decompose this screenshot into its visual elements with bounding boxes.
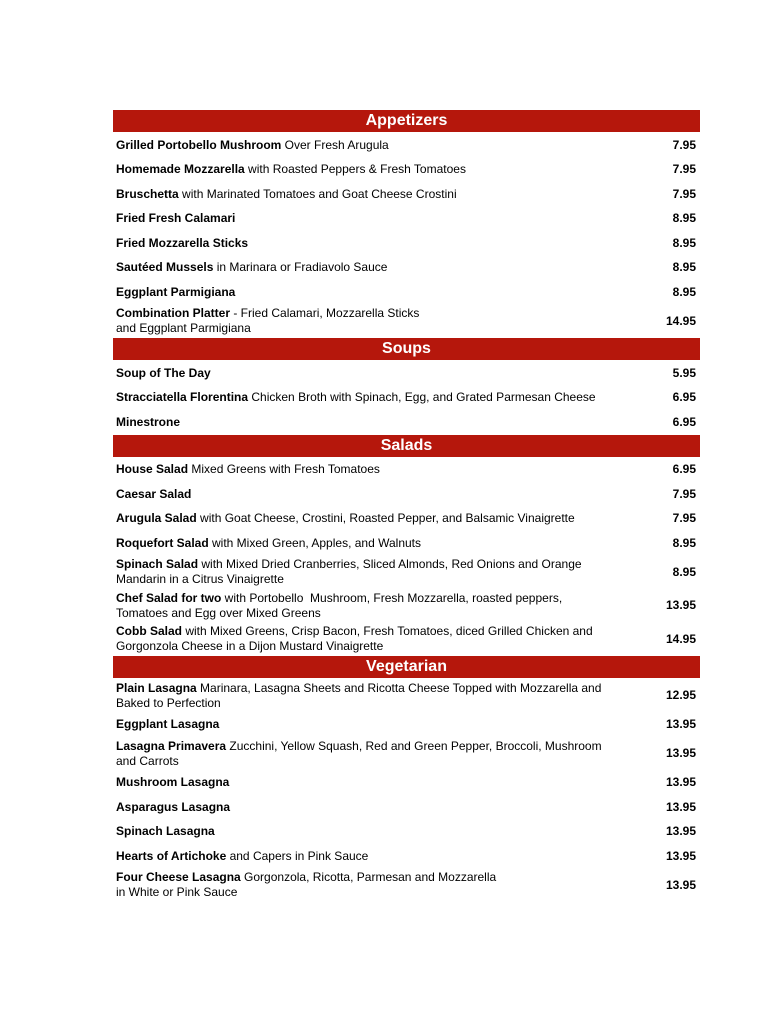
menu-item-name: Eggplant Lasagna [116, 717, 220, 732]
menu-item [113, 820, 700, 845]
menu-item-name: Mushroom Lasagna [116, 775, 230, 790]
menu-item-price: 13.95 [665, 746, 696, 761]
menu-item-name: Eggplant Parmigiana [116, 284, 236, 299]
menu-item-description [113, 260, 636, 275]
menu-item-price: 8.95 [672, 235, 696, 250]
section-header-appetizers: Appetizers [113, 110, 700, 132]
menu-item-name: Bruschetta [116, 186, 179, 201]
menu-item-detail: with Portobello Mushroom, Fresh Mozzarella, roasted peppers, [221, 590, 563, 605]
menu-item [113, 482, 700, 507]
menu-item [113, 458, 700, 483]
menu-item-description [113, 211, 636, 226]
menu-item [113, 133, 700, 158]
menu-item-detail: - Fried Calamari, Mozzarella Sticks [230, 306, 420, 321]
menu-item [113, 361, 700, 386]
menu-item-price: 8.95 [672, 535, 696, 550]
menu-item-name: Chef Salad for two [116, 590, 222, 605]
menu-item-name: Asparagus Lasagna [116, 799, 231, 814]
menu-item-name: Roquefort Salad [116, 535, 209, 550]
menu-item-name: Arugula Salad [116, 511, 197, 526]
menu-item [113, 679, 700, 713]
menu-item-price: 13.95 [665, 799, 696, 814]
menu-item-name: Caesar Salad [116, 486, 192, 501]
menu-item [113, 386, 700, 411]
menu-item-description [113, 739, 636, 769]
menu-item-name: Fried Fresh Calamari [116, 211, 236, 226]
menu-item-name: Hearts of Artichoke [116, 848, 227, 863]
menu-item [113, 556, 700, 590]
menu-item-price: 13.95 [665, 775, 696, 790]
menu-item-detail: Mixed Greens with Fresh Tomatoes [188, 462, 380, 477]
menu-item-detail-line2: Tomatoes and Egg over Mixed Greens [116, 605, 321, 620]
menu-item-price: 12.95 [665, 688, 696, 703]
menu-item-description [113, 775, 636, 790]
menu-item-detail: with Goat Cheese, Crostini, Roasted Pepper, and Balsamic Vinaigrette [196, 511, 575, 526]
menu-item-detail: with Marinated Tomatoes and Goat Cheese Crostini [178, 186, 457, 201]
menu-item-price: 6.95 [672, 414, 696, 429]
menu-item-price: 14.95 [665, 313, 696, 328]
menu-item-price: 5.95 [672, 365, 696, 380]
menu-item-description [113, 591, 636, 621]
section-header-vegetarian: Vegetarian [113, 656, 700, 678]
menu-item [113, 844, 700, 869]
menu-item-description [113, 462, 636, 477]
menu-item-description [113, 800, 636, 815]
menu-item-detail-line2: Mandarin in a Citrus Vinaigrette [116, 572, 284, 587]
menu-item-price: 7.95 [672, 137, 696, 152]
menu-item-name: Fried Mozzarella Sticks [116, 235, 249, 250]
menu-item-detail: with Mixed Dried Cranberries, Sliced Almonds, Red Onions and Orange [198, 557, 582, 572]
menu-item-detail-line2: and Eggplant Parmigiana [116, 321, 251, 336]
menu-item-name: Grilled Portobello Mushroom [116, 137, 282, 152]
menu-item [113, 507, 700, 532]
menu-item-name: House Salad [116, 462, 189, 477]
menu-item-description [113, 366, 636, 381]
menu-item-price: 13.95 [665, 717, 696, 732]
menu-item-price: 6.95 [672, 390, 696, 405]
menu-item [113, 158, 700, 183]
menu-item-price: 8.95 [672, 260, 696, 275]
menu-item-price: 13.95 [665, 848, 696, 863]
menu-item [113, 737, 700, 771]
menu-item [113, 256, 700, 281]
section-header-soups: Soups [113, 338, 700, 360]
menu-item-description [113, 415, 636, 430]
menu-item-description [113, 390, 636, 405]
menu-item-name: Sautéed Mussels [116, 260, 214, 275]
menu-item-detail: and Capers in Pink Sauce [226, 848, 369, 863]
menu-item [113, 280, 700, 305]
menu-item-name: Homemade Mozzarella [116, 162, 245, 177]
menu-item-description [113, 236, 636, 251]
menu-document [113, 110, 700, 902]
menu-item-detail: Chicken Broth with Spinach, Egg, and Grated Parmesan Cheese [248, 390, 596, 405]
menu-item-name: Lasagna Primavera [116, 738, 227, 753]
menu-item-description [113, 511, 636, 526]
menu-item [113, 182, 700, 207]
menu-item-description [113, 624, 636, 654]
menu-item-name: Plain Lasagna [116, 680, 197, 695]
menu-item-name: Cobb Salad [116, 624, 183, 639]
menu-item-detail-line2: Gorgonzola Cheese in a Dijon Mustard Vinaigrette [116, 639, 384, 654]
menu-item-detail: with Mixed Greens, Crisp Bacon, Fresh Tomatoes, diced Grilled Chicken and [182, 624, 593, 639]
menu-item-description [113, 306, 636, 336]
menu-item-detail-line2: Baked to Perfection [116, 695, 221, 710]
menu-item-name: Spinach Lasagna [116, 824, 215, 839]
menu-item-detail: Gorgonzola, Ricotta, Parmesan and Mozzarella [240, 870, 497, 885]
menu-item-detail: in Marinara or Fradiavolo Sauce [213, 260, 388, 275]
menu-item-name: Four Cheese Lasagna [116, 870, 241, 885]
menu-item-price: 7.95 [672, 186, 696, 201]
section-header-salads: Salads [113, 435, 700, 457]
menu-item-price: 13.95 [665, 824, 696, 839]
menu-item-detail: with Mixed Green, Apples, and Walnuts [208, 535, 421, 550]
menu-item-detail-line2: and Carrots [116, 753, 179, 768]
menu-item-description [113, 870, 636, 900]
menu-item-detail: with Roasted Peppers & Fresh Tomatoes [244, 162, 466, 177]
menu-item-price: 13.95 [665, 877, 696, 892]
menu-item [113, 869, 700, 903]
menu-item [113, 231, 700, 256]
menu-item-name: Soup of The Day [116, 365, 211, 380]
menu-item-name: Minestrone [116, 414, 181, 429]
menu-item-description [113, 162, 636, 177]
menu-item [113, 623, 700, 657]
menu-item-detail: Zucchini, Yellow Squash, Red and Green Pepper, Broccoli, Mushroom [226, 738, 602, 753]
menu-item-detail: Marinara, Lasagna Sheets and Ricotta Cheese Topped with Mozzarella and [196, 680, 602, 695]
menu-item-name: Spinach Salad [116, 557, 199, 572]
menu-item-name: Combination Platter [116, 306, 231, 321]
menu-item-price: 8.95 [672, 284, 696, 299]
menu-item-description [113, 536, 636, 551]
menu-item-description [113, 824, 636, 839]
menu-item-detail-line2: in White or Pink Sauce [116, 885, 238, 900]
menu-item-price: 7.95 [672, 511, 696, 526]
menu-item [113, 795, 700, 820]
menu-item-description [113, 717, 636, 732]
menu-item-description [113, 849, 636, 864]
menu-item [113, 713, 700, 738]
menu-item-price: 7.95 [672, 162, 696, 177]
menu-item-price: 8.95 [672, 211, 696, 226]
menu-item-price: 14.95 [665, 631, 696, 646]
menu-item-description [113, 487, 636, 502]
menu-item-detail: Over Fresh Arugula [281, 137, 389, 152]
menu-item-description [113, 138, 636, 153]
menu-item-price: 13.95 [665, 598, 696, 613]
menu-item-price: 7.95 [672, 486, 696, 501]
menu-item [113, 305, 700, 339]
menu-item-description [113, 285, 636, 300]
menu-item-description [113, 681, 636, 711]
menu-item [113, 207, 700, 232]
menu-item-price: 6.95 [672, 462, 696, 477]
menu-item-name: Stracciatella Florentina [116, 390, 249, 405]
menu-item-description [113, 557, 636, 587]
menu-item-description [113, 187, 636, 202]
menu-item [113, 589, 700, 623]
menu-item [113, 771, 700, 796]
menu-item [113, 410, 700, 435]
menu-item [113, 531, 700, 556]
menu-item-price: 8.95 [672, 564, 696, 579]
